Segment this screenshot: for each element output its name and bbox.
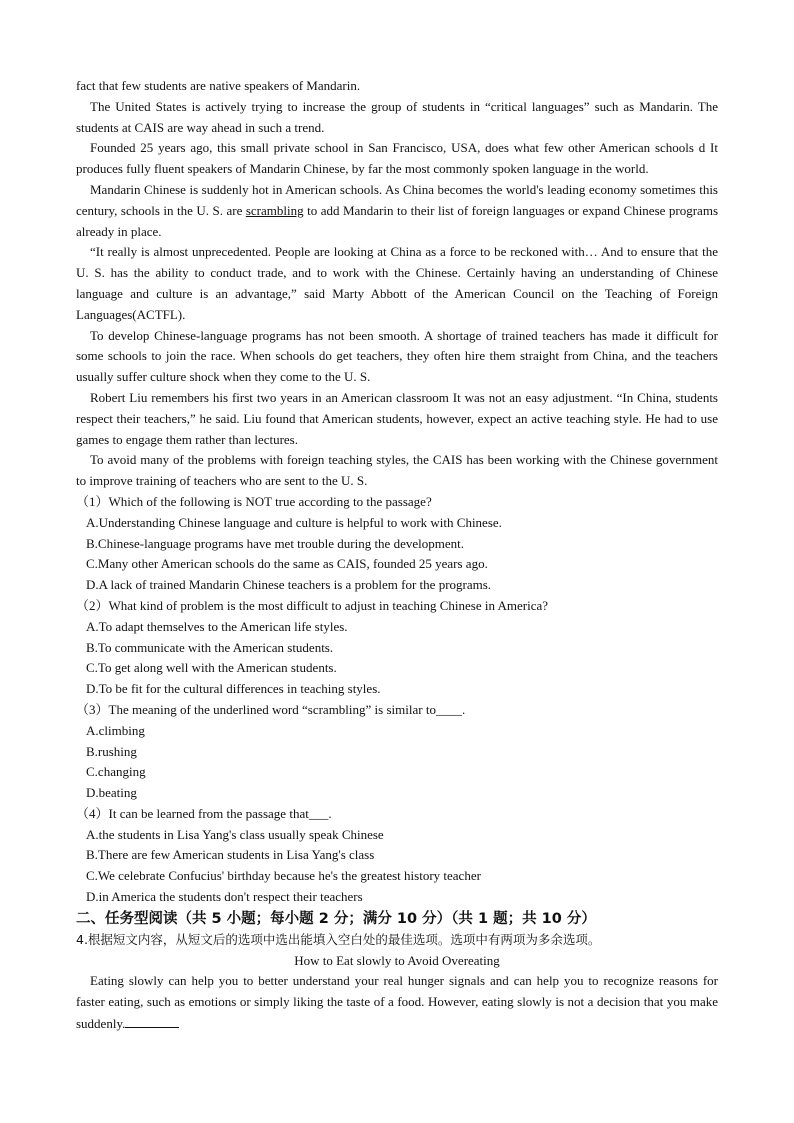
- answer-blank[interactable]: [125, 1013, 179, 1028]
- reading-title: How to Eat slowly to Avoid Overeating: [294, 952, 500, 968]
- question-4-option-d[interactable]: D.in America the students don't respect their teachers: [86, 889, 363, 905]
- question-3-option-a[interactable]: A.climbing: [86, 722, 145, 738]
- paragraph-3-text-a: Mandarin Chinese is suddenly hot in American schools. As China becomes the world's leading economy sometimes this century, schools in the U. S. are: [76, 181, 718, 218]
- passage-paragraph-0: fact that few students are native speakers of Mandarin.: [76, 78, 361, 93]
- passage-paragraph-5: To develop Chinese-language programs has not been smooth. A shortage of trained teachers has made it difficult for some schools to join the race. When schools do get teachers, they often hire them straight from China, and the teachers usually suffer culture shock when they come to the U. S.: [76, 327, 718, 385]
- question-3-option-b[interactable]: B.rushing: [86, 743, 137, 759]
- question-1-option-c[interactable]: C.Many other American schools do the same as CAIS, founded 25 years ago.: [86, 556, 488, 572]
- question-3-stem: （3）The meaning of the underlined word “scrambling” is similar to____.: [76, 701, 466, 717]
- question-1-option-b[interactable]: B.Chinese-language programs have met trouble during the development.: [86, 535, 464, 551]
- question-1-option-d[interactable]: D.A lack of trained Mandarin Chinese teachers is a problem for the programs.: [86, 577, 492, 593]
- question-2-stem: （2）What kind of problem is the most difficult to adjust in teaching Chinese in America?: [76, 597, 548, 613]
- question-4-option-c[interactable]: C.We celebrate Confucius' birthday because he's the greatest history teacher: [86, 868, 481, 884]
- question-2-option-b[interactable]: B.To communicate with the American students.: [86, 639, 334, 655]
- document-content: [76, 76, 718, 1035]
- passage-paragraph-4: “It really is almost unprecedented. People are looking at China as a force to be reckoned with… And to ensure that the U. S. has the ability to conduct trade, and to work with the Chinese. Certainly having an understanding of Chinese language and culture is an advantage,” said Marty Abbott of the American Council on the Teaching of Foreign Languages(ACTFL).: [76, 244, 718, 322]
- passage-paragraph-3: [76, 180, 718, 242]
- question-2-option-a[interactable]: A.To adapt themselves to the American life styles.: [86, 618, 348, 634]
- passage-paragraph-1: The United States is actively trying to increase the group of students in “critical languages” such as Mandarin. The students at CAIS are way ahead in such a trend.: [76, 98, 718, 135]
- passage-paragraph-7: To avoid many of the problems with foreign teaching styles, the CAIS has been working with the Chinese government to improve training of teachers who are sent to the U. S.: [76, 452, 718, 489]
- section-2-instruction: 4.根据短文内容，从短文后的选项中选出能填入空白处的最佳选项。选项中有两项为多余选项。: [76, 931, 601, 947]
- question-2-option-d[interactable]: D.To be fit for the cultural differences in teaching styles.: [86, 681, 381, 697]
- underlined-word-scrambling: scrambling: [245, 202, 304, 218]
- question-4-option-a[interactable]: A.the students in Lisa Yang's class usually speak Chinese: [86, 826, 384, 842]
- question-3-option-d[interactable]: D.beating: [86, 785, 137, 801]
- section-2-heading: 二、任务型阅读（共 5 小题；每小题 2 分；满分 10 分）（共 1 题；共 10 分）: [76, 910, 596, 927]
- reading-paragraph-1-text: Eating slowly can help you to better understand your real hunger signals and can help you to recognize reasons for faster eating, such as emotions or simply liking the taste of a food. However, eating slowly is not a decision that you make suddenly.: [76, 973, 718, 1032]
- reading-paragraph-1: [76, 971, 718, 1034]
- question-2-option-c[interactable]: C.To get along well with the American students.: [86, 660, 337, 676]
- question-4-option-b[interactable]: B.There are few American students in Lisa Yang's class: [86, 847, 375, 863]
- question-1-stem: （1）Which of the following is NOT true according to the passage?: [76, 493, 432, 509]
- question-3-option-c[interactable]: C.changing: [86, 764, 146, 780]
- question-4-stem: （4）It can be learned from the passage that___.: [76, 805, 332, 821]
- paragraph-3-text-b: to add Mandarin to their list of foreign languages or expand Chinese programs already in place.: [76, 202, 718, 239]
- passage-paragraph-2: Founded 25 years ago, this small private school in San Francisco, USA, does what few other American schools d It produces fully fluent speakers of Mandarin Chinese, by far the most commonly spoken language in the world.: [76, 140, 718, 177]
- passage-paragraph-6: Robert Liu remembers his first two years in an American classroom It was not an easy adjustment. “In China, students respect their teachers,” he said. Liu found that American students, however, expect an active teaching style. He had to use games to engage them rather than lectures.: [76, 389, 718, 447]
- question-1-option-a[interactable]: A.Understanding Chinese language and culture is helpful to work with Chinese.: [86, 514, 502, 530]
